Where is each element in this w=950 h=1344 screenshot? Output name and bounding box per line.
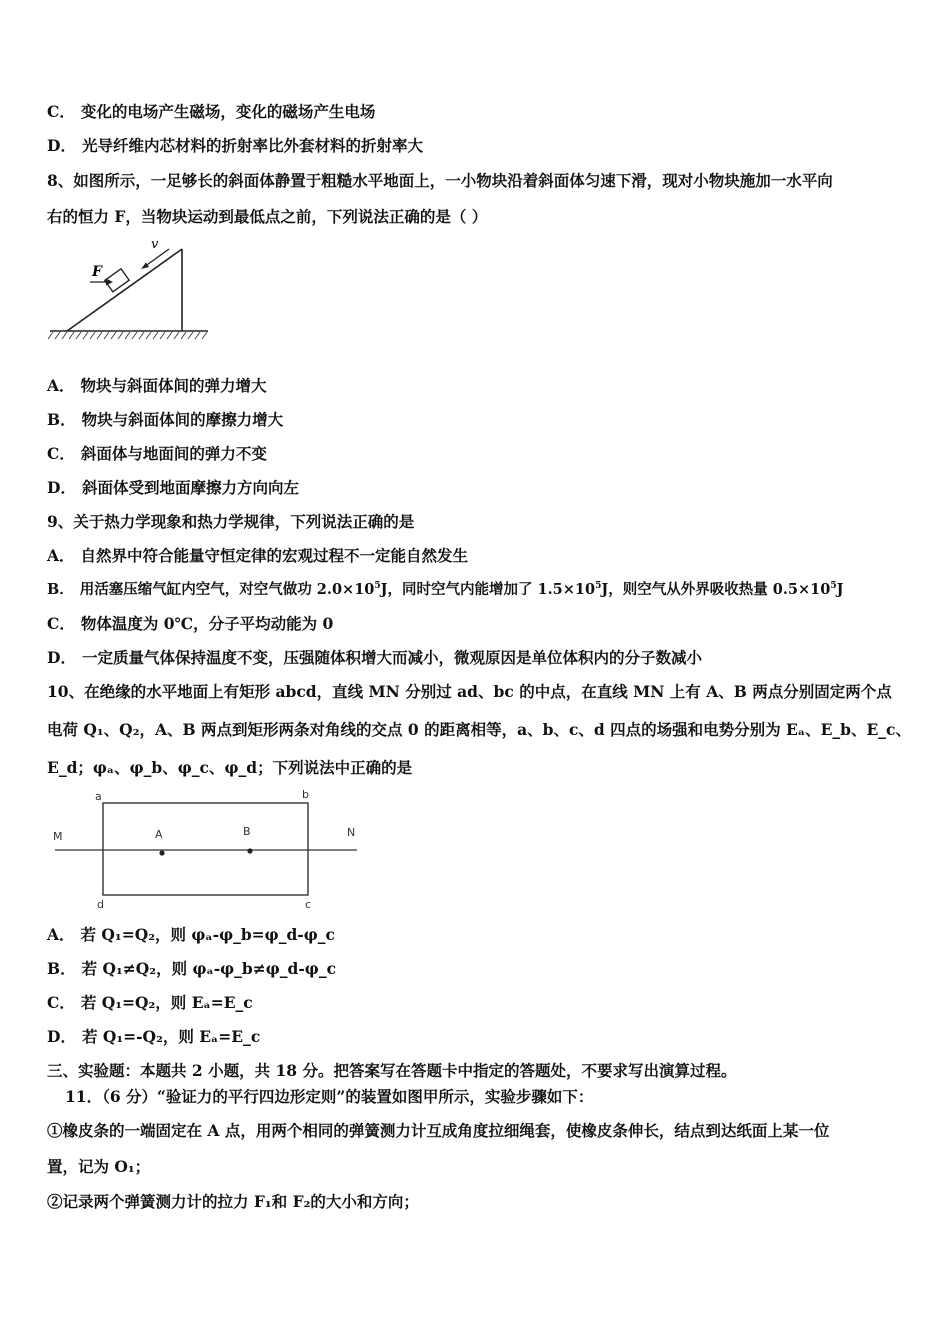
incline-figure xyxy=(45,232,215,344)
q10-stem-line1: 10、在绝缘的水平地面上有矩形 abcd，直线 MN 分别过 ad、bc 的中点，在直线 MN 上有 A、B 两点分别固定两个点 xyxy=(47,682,892,701)
q9-option-a: A． 自然界中符合能量守恒定律的宏观过程不一定能自然发生 xyxy=(47,546,469,565)
q10-stem-line3: E_d；φₐ、φ_b、φ_c、φ_d；下列说法中正确的是 xyxy=(47,758,413,777)
q8-stem-line2: 右的恒力 F，当物块运动到最低点之前，下列说法正确的是（ ） xyxy=(47,207,488,226)
label-point-b: B xyxy=(243,825,251,838)
label-m: M xyxy=(53,830,63,843)
point-a-charge xyxy=(159,850,164,855)
q8-stem-line1: 8、如图所示，一足够长的斜面体静置于粗糙水平地面上，一小物块沿着斜面体匀速下滑，现对小物块施加一水平向 xyxy=(47,171,833,190)
force-label: F xyxy=(92,264,102,280)
q10-stem-line2: 电荷 Q₁、Q₂，A、B 两点到矩形两条对角线的交点 0 的距离相等，a、b、c、d 四点的场强和电势分别为 Eₐ、E_b、E_c、 xyxy=(47,720,911,739)
q11-step2: ②记录两个弹簧测力计的拉力 F₁和 F₂的大小和方向； xyxy=(47,1192,419,1211)
rectangle-figure xyxy=(45,782,370,914)
q11-step1-line2: 置，记为 O₁； xyxy=(47,1157,151,1176)
label-b: b xyxy=(302,788,309,801)
prev-option-c: C． 变化的电场产生磁场，变化的磁场产生电场 xyxy=(47,102,376,121)
velocity-label: v xyxy=(151,237,159,252)
label-point-a: A xyxy=(155,828,163,841)
label-n: N xyxy=(347,826,356,839)
q11-stem: 11．（6 分）“验证力的平行四边形定则”的装置如图甲所示，实验步骤如下： xyxy=(65,1087,594,1106)
q8-option-b: B． 物块与斜面体间的摩擦力增大 xyxy=(47,410,284,429)
q10-option-d: D． 若 Q₁=-Q₂，则 Eₐ=E_c xyxy=(47,1027,261,1046)
q10-option-a: A． 若 Q₁=Q₂，则 φₐ-φ_b=φ_d-φ_c xyxy=(47,925,335,944)
section3-heading: 三、实验题：本题共 2 小题，共 18 分。把答案写在答题卡中指定的答题处，不要求写出演算过程。 xyxy=(47,1061,737,1080)
label-c: c xyxy=(305,898,312,911)
q9-option-c: C． 物体温度为 0℃，分子平均动能为 0 xyxy=(47,614,334,633)
q9-option-d: D． 一定质量气体保持温度不变，压强随体积增大而减小，微观原因是单位体积内的分子数减小 xyxy=(47,648,702,667)
label-a: a xyxy=(95,790,102,803)
q10-option-b: B． 若 Q₁≠Q₂，则 φₐ-φ_b≠φ_d-φ_c xyxy=(47,959,337,978)
q8-option-a: A． 物块与斜面体间的弹力增大 xyxy=(47,376,267,395)
q10-option-c: C． 若 Q₁=Q₂，则 Eₐ=E_c xyxy=(47,993,253,1012)
label-d: d xyxy=(97,898,104,911)
prev-option-d: D． 光导纤维内芯材料的折射率比外套材料的折射率大 xyxy=(47,136,423,155)
rectangle-abcd xyxy=(103,803,308,895)
q9-option-b: B． 用活塞压缩气缸内空气，对空气做功 $2.0\times 10^5J$，同时空气内能增加了 $1.5\times 10^5J$，则空气从外界吸收热量 $0.5\times 10^5J$ xyxy=(47,581,844,598)
point-b-charge xyxy=(247,848,252,853)
q8-option-d: D． 斜面体受到地面摩擦力方向向左 xyxy=(47,478,299,497)
q11-step1-line1: ①橡皮条的一端固定在 A 点，用两个相同的弹簧测力计互成角度拉细绳套，使橡皮条伸长，结点到达纸面上某一位 xyxy=(47,1121,830,1140)
q9-stem: 9、关于热力学现象和热力学规律，下列说法正确的是 xyxy=(47,512,415,531)
q8-option-c: C． 斜面体与地面间的弹力不变 xyxy=(47,444,267,463)
